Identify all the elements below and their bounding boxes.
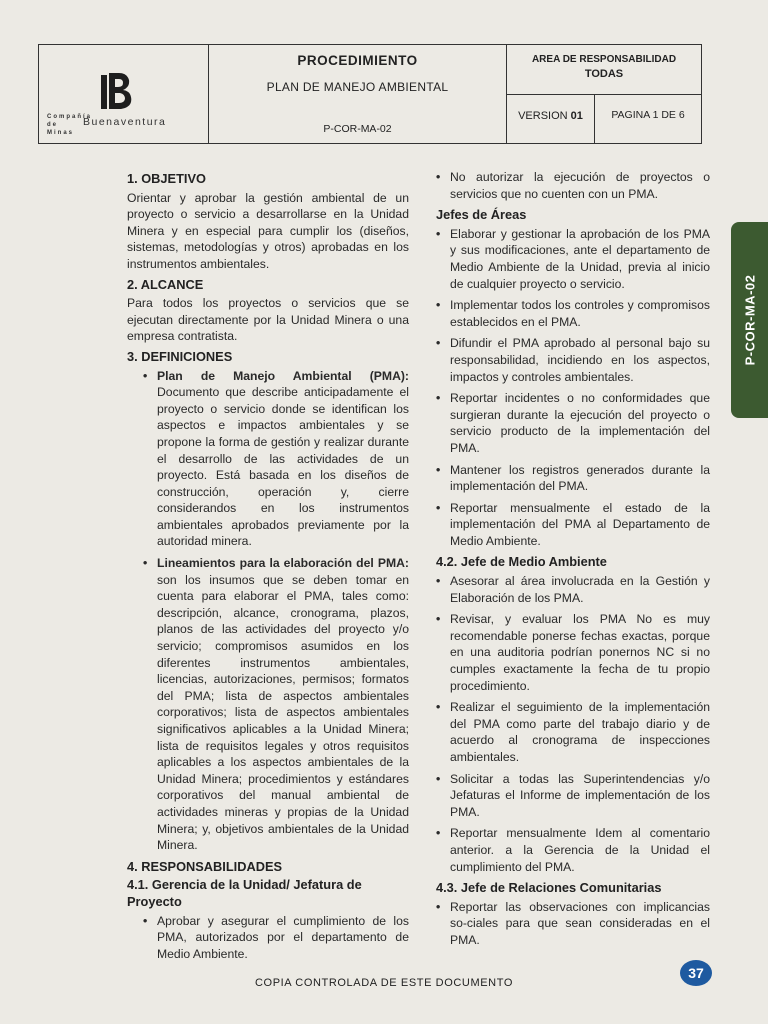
list-item: • Difundir el PMA aprobado al personal bajo su responsabilidad, incidiendo en los aspectos, impactos y controles ambientales.: [436, 336, 710, 384]
right-column: [436, 169, 710, 954]
bullet-icon: •: [436, 336, 441, 351]
jefes-areas-title: Jefes de Áreas: [436, 207, 527, 223]
version-text: [507, 110, 594, 122]
section-1-title: 1. OBJETIVO: [127, 171, 206, 186]
list-item: • Mantener los registros generados durante la implementación del PMA.: [436, 462, 710, 494]
list-item: • Reportar mensualmente el estado de la implementación del PMA al Departamento de Medio Ambiente.: [436, 500, 710, 548]
definition-text: son los insumos que se deben tomar en cuenta para elaborar el PMA, tales como: descripción, alcance, cronograma, plazos, planos de las actividades del proyecto y/o servicio; compromisos asumidos en los diferentes instrumentos ambientales, licencias, autorizaciones, permisos; formatos del PMA; lista de aspectos ambientales corporativos; lista de aspectos ambientales significativos aplicables a la Unidad Minera; lista de requisitos legales y otros requisitos aplicables a los aspectos ambientales de la Unidad Minera; procedimientos y estándares corporativos del manual ambiental de actividades mineras y propias de la Unidad Minera; y, objetivos ambientales de la Unidad Minera.: [157, 572, 409, 853]
bullet-icon: •: [143, 913, 148, 928]
section-4-1-title: 4.1. Gerencia de la Unidad/ Jefatura de Proyecto: [127, 877, 362, 909]
bullet-icon: •: [436, 170, 441, 184]
list-item: • Aprobar y asegurar el cumplimiento de los PMA, autorizados por el departamento de Medio Ambiente.: [143, 913, 409, 961]
list-item: • Asesorar al área involucrada en la Gestión y Elaboración de los PMA.: [436, 574, 710, 605]
side-tab-label: P-COR-MA-02: [742, 274, 757, 366]
section-4-2-title: 4.2. Jefe de Medio Ambiente: [436, 554, 607, 570]
procedure-label: PROCEDIMIENTO: [297, 53, 418, 68]
section-3-title: 3. DEFINICIONES: [127, 348, 233, 364]
bullet-icon: •: [436, 298, 441, 313]
list-item: • No autorizar la ejecución de proyectos o servicios que no cuenten con un PMA.: [436, 170, 710, 201]
side-tab: [731, 222, 768, 418]
bullet-icon: •: [436, 700, 441, 715]
procedure-cell: [209, 45, 507, 143]
bullet-icon: •: [436, 899, 441, 914]
version-label: VERSION: [518, 110, 568, 122]
list-item: • Reportar las observaciones con implicancias so-ciales para que sean consideradas en el PMA.: [436, 899, 710, 947]
definition-item: [127, 555, 409, 854]
area-cell: [507, 45, 701, 95]
list-item: • Reportar incidentes o no conformidades que surgieran durante la ejecución del proyecto o servicio producto de la implementación del PMA.: [436, 391, 710, 455]
definition-text: Documento que describe anticipadamente el proyecto o servicio donde se identifican los aspectos e impactos ambientales y se propone la forma de gestión y realizar durante el desarrollo de las actividades de un proyecto. Está basada en los diseños de construcción, operación y, cierre considerandos en los instrumentos ambientales aprobados previamente por la autoridad minera.: [157, 385, 409, 549]
logo-company-name: Buenaventura: [83, 116, 167, 128]
section-1-text: Orientar y aprobar la gestión ambiental de un proyecto o servicio a desarrollarse en la Unidad Minera y en especial para cumplir los (diseños, sistemas, metodologías y otros) aprobadas en los instrumentos ambientales.: [127, 190, 409, 271]
logo-company-prefix: Compañía de Minas: [47, 114, 93, 136]
bullet-icon: •: [436, 771, 441, 786]
page-cell: [595, 95, 701, 143]
list-item: • Revisar, y evaluar los PMA No es muy recomendable ponerse fechas exactas, porque en una auditoria podrían ponernos NC si no cumples exactamente la fecha de tu propio procedimiento.: [436, 612, 710, 693]
buenaventura-logo-icon: [101, 69, 135, 113]
list-item: • Implementar todos los controles y compromisos establecidos en el PMA.: [436, 298, 710, 329]
section-2-title: 2. ALCANCE: [127, 276, 204, 292]
controlled-copy-footer: COPIA CONTROLADA DE ESTE DOCUMENTO: [255, 977, 513, 989]
left-column: [127, 169, 409, 967]
list-item: • Solicitar a todas las Superintendencias y/o Jefaturas el Informe de implementación de los PMA.: [436, 771, 710, 819]
page-label: PAGINA: [611, 109, 650, 121]
section-4-3-title: 4.3. Jefe de Relaciones Comunitarias: [436, 880, 662, 896]
bullet-icon: •: [436, 462, 441, 477]
bullet-icon: •: [436, 226, 441, 241]
document-title: PLAN DE MANEJO AMBIENTAL: [266, 80, 449, 94]
section-2-text: Para todos los proyectos o servicios que se ejecutan directamente por la Unidad Minera o una empresa contratista.: [127, 296, 409, 344]
area-label: AREA DE RESPONSABILIDAD: [531, 54, 677, 65]
bullet-icon: •: [143, 368, 148, 383]
bullet-icon: •: [143, 556, 148, 571]
page-text: [595, 109, 701, 121]
section-4-title: 4. RESPONSABILIDADES: [127, 858, 283, 874]
area-value: TODAS: [584, 68, 624, 80]
list-item: • Reportar mensualmente Idem al comentario anterior. a la Gerencia de la Unidad el cumplimiento del PMA.: [436, 826, 710, 874]
bullet-icon: •: [436, 612, 441, 627]
list-item: • Realizar el seguimiento de la implementación del PMA como parte del trabajo diario y de acuerdo al cronograma de inspecciones ambientales.: [436, 700, 710, 764]
version-cell: [507, 95, 595, 143]
version-value: 01: [570, 110, 583, 122]
bullet-icon: •: [436, 391, 441, 406]
definition-item: [127, 368, 409, 551]
bullet-icon: •: [436, 574, 441, 589]
page-number-badge: 37: [680, 960, 712, 986]
list-item: • Elaborar y gestionar la aprobación de los PMA y sus modificaciones, ante el departamento de Medio Ambiente de la Unidad, previa al inicio de cualquier proyecto o servicio.: [436, 226, 710, 291]
logo-cell: [39, 45, 209, 143]
page-value: 1 DE 6: [652, 109, 685, 121]
document-header-table: [38, 44, 702, 144]
bullet-icon: •: [436, 826, 441, 841]
definition-term: Plan de Manejo Ambiental (PMA):: [157, 368, 409, 383]
bullet-icon: •: [436, 500, 441, 515]
definition-term: Lineamientos para la elaboración del PMA:: [157, 556, 409, 571]
document-code: P-COR-MA-02: [323, 123, 392, 135]
